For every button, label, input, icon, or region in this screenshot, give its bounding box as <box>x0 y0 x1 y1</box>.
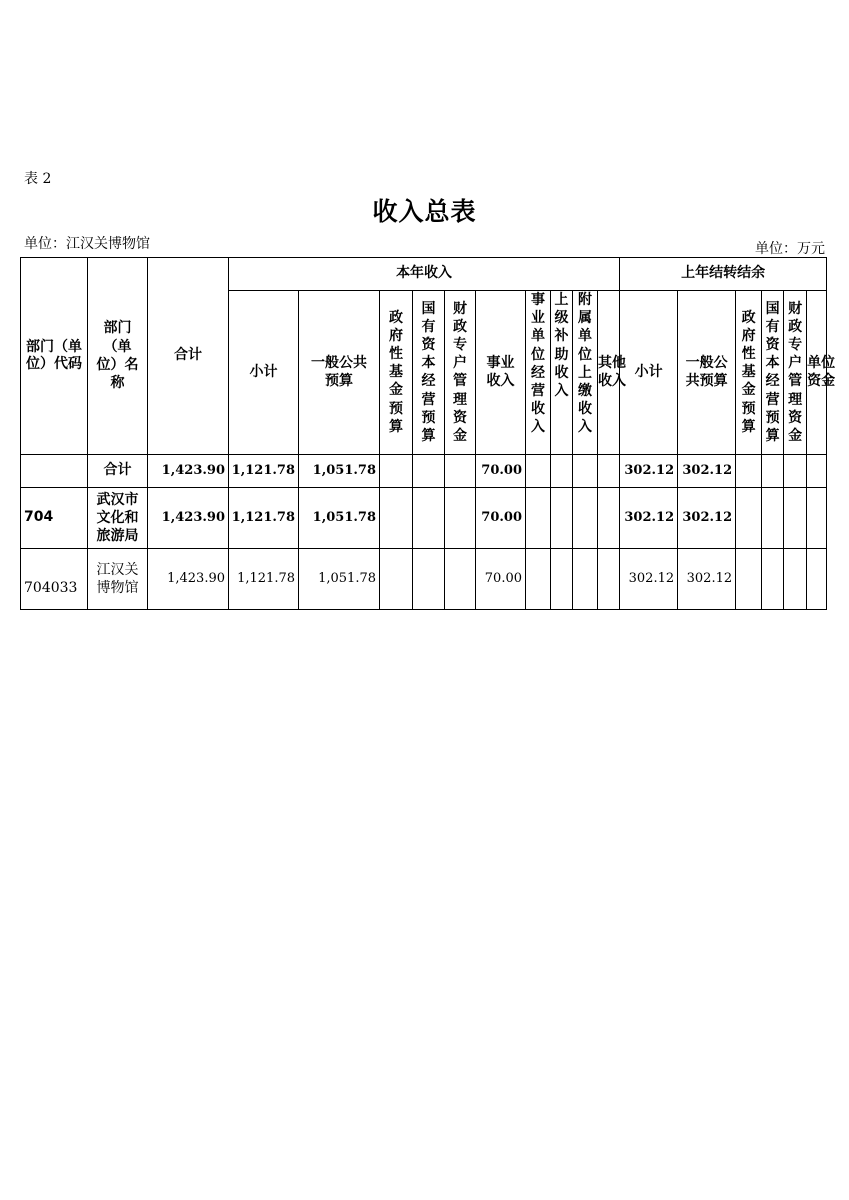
cell-prev-state-capital <box>762 488 784 549</box>
header-cur-fiscal-special: 财政专户管理资金 <box>445 291 476 455</box>
header-prev-fiscal-special: 财政专户管理资金 <box>784 291 807 455</box>
cell-prev-unit-fund <box>807 455 827 488</box>
cell-name: 合计 <box>88 455 148 488</box>
header-cur-subordinate: 附属单位上缴收入 <box>573 291 598 455</box>
table-row <box>21 488 827 549</box>
cell-cur-superior-subsidy <box>551 488 573 549</box>
header-prev-state-capital: 国有资本经营预算 <box>762 291 784 455</box>
cell-cur-business: 70.00 <box>476 488 526 549</box>
cell-prev-subtotal: 302.12 <box>620 455 678 488</box>
cell-cur-gov-fund <box>380 455 413 488</box>
cell-cur-superior-subsidy <box>551 455 573 488</box>
table-number: 表 2 <box>24 171 52 187</box>
cell-cur-general: 1,051.78 <box>299 549 380 610</box>
cell-total: 1,423.90 <box>148 549 229 610</box>
table-row <box>21 549 827 610</box>
unit-currency: 单位：万元 <box>755 241 825 257</box>
cell-total: 1,423.90 <box>148 455 229 488</box>
cell-prev-fiscal-special <box>784 549 807 610</box>
cell-cur-state-capital <box>413 549 445 610</box>
header-current-year: 本年收入 <box>229 258 620 291</box>
cell-prev-general: 302.12 <box>678 488 736 549</box>
cell-prev-gov-fund <box>736 488 762 549</box>
cell-name: 江汉关博物馆 <box>88 549 148 610</box>
cell-cur-subtotal: 1,121.78 <box>229 455 299 488</box>
cell-cur-business-ops <box>526 549 551 610</box>
cell-prev-general: 302.12 <box>678 455 736 488</box>
cell-name: 武汉市文化和旅游局 <box>88 488 148 549</box>
cell-code: 704 <box>21 488 88 549</box>
cell-cur-other <box>598 549 620 610</box>
header-total: 合计 <box>148 258 229 455</box>
cell-cur-subordinate <box>573 455 598 488</box>
cell-total: 1,423.90 <box>148 488 229 549</box>
cell-cur-business: 70.00 <box>476 549 526 610</box>
cell-prev-subtotal: 302.12 <box>620 488 678 549</box>
header-dept-code: 部门（单位）代码 <box>21 258 88 455</box>
cell-prev-general: 302.12 <box>678 549 736 610</box>
cell-cur-state-capital <box>413 455 445 488</box>
header-cur-other: 其他收入 <box>598 291 620 455</box>
cell-prev-fiscal-special <box>784 488 807 549</box>
cell-cur-general: 1,051.78 <box>299 455 380 488</box>
cell-cur-subtotal: 1,121.78 <box>229 549 299 610</box>
header-prev-year: 上年结转结余 <box>620 258 827 291</box>
header-cur-general: 一般公共预算 <box>299 291 380 455</box>
cell-cur-subordinate <box>573 488 598 549</box>
cell-cur-subtotal: 1,121.78 <box>229 488 299 549</box>
cell-cur-other <box>598 455 620 488</box>
header-cur-gov-fund: 政府性基金预算 <box>380 291 413 455</box>
cell-cur-subordinate <box>573 549 598 610</box>
header-cur-business: 事业收入 <box>476 291 526 455</box>
header-row-1 <box>21 258 827 291</box>
cell-prev-unit-fund <box>807 549 827 610</box>
cell-prev-state-capital <box>762 549 784 610</box>
cell-cur-gov-fund <box>380 549 413 610</box>
cell-prev-state-capital <box>762 455 784 488</box>
cell-prev-gov-fund <box>736 455 762 488</box>
cell-cur-state-capital <box>413 488 445 549</box>
cell-cur-business-ops <box>526 455 551 488</box>
table-row <box>21 455 827 488</box>
cell-cur-fiscal-special <box>445 488 476 549</box>
cell-cur-other <box>598 488 620 549</box>
cell-cur-business: 70.00 <box>476 455 526 488</box>
cell-cur-general: 1,051.78 <box>299 488 380 549</box>
unit-organization: 单位：江汉关博物馆 <box>24 236 150 252</box>
header-prev-gov-fund: 政府性基金预算 <box>736 291 762 455</box>
cell-code: 704033 <box>21 549 88 610</box>
cell-prev-gov-fund <box>736 549 762 610</box>
cell-cur-fiscal-special <box>445 455 476 488</box>
header-cur-business-ops: 事业单位经营收入 <box>526 291 551 455</box>
cell-cur-superior-subsidy <box>551 549 573 610</box>
header-prev-unit-fund: 单位资金 <box>807 291 827 455</box>
header-dept-name: 部门（单位）名称 <box>88 258 148 455</box>
cell-cur-gov-fund <box>380 488 413 549</box>
header-cur-superior-subsidy: 上级补助收入 <box>551 291 573 455</box>
cell-cur-business-ops <box>526 488 551 549</box>
cell-prev-subtotal: 302.12 <box>620 549 678 610</box>
cell-code <box>21 455 88 488</box>
header-prev-subtotal: 小计 <box>620 291 678 455</box>
header-cur-subtotal: 小计 <box>229 291 299 455</box>
cell-cur-fiscal-special <box>445 549 476 610</box>
header-cur-state-capital: 国有资本经营预算 <box>413 291 445 455</box>
header-prev-general: 一般公共预算 <box>678 291 736 455</box>
cell-prev-unit-fund <box>807 488 827 549</box>
cell-prev-fiscal-special <box>784 455 807 488</box>
page-title: 收入总表 <box>372 197 477 226</box>
income-summary-table <box>20 257 836 610</box>
